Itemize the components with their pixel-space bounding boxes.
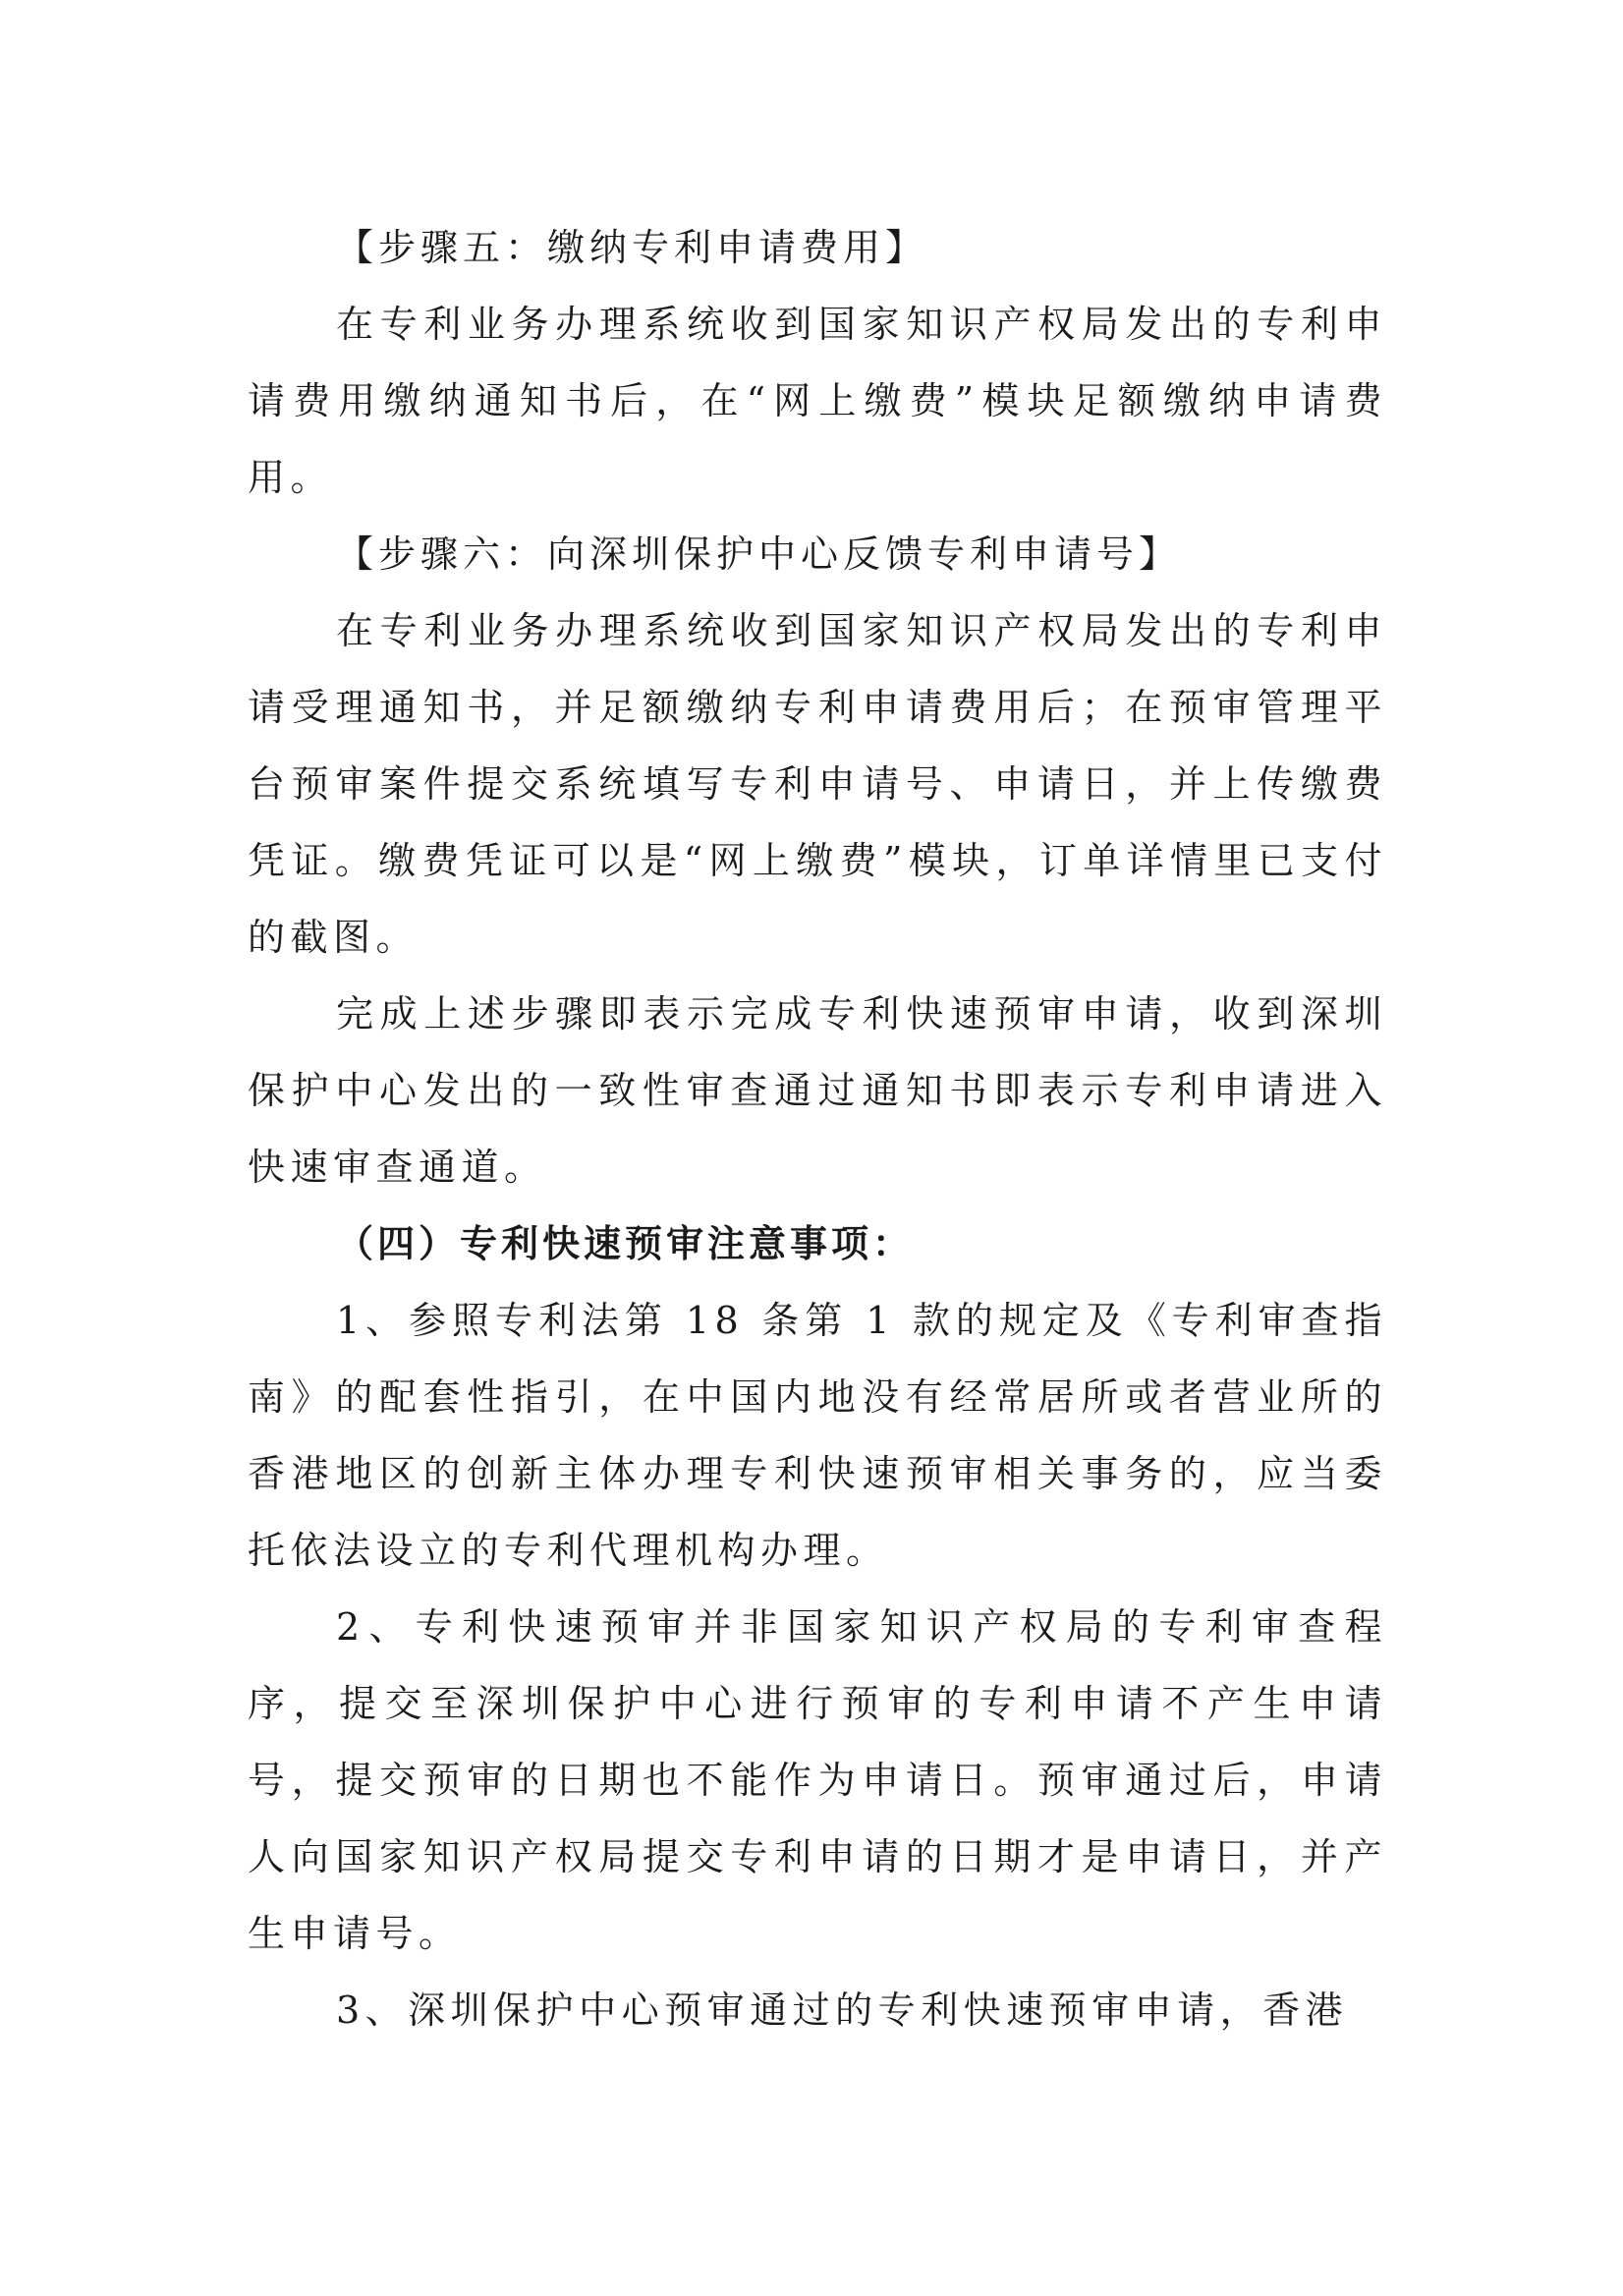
- step-six-title: 【步骤六：向深圳保护中心反馈专利申请号】: [336, 532, 1182, 576]
- section-heading-notes: （四）专利快速预审注意事项：: [336, 1221, 915, 1265]
- note-3-paragraph: 3、深圳保护中心预审通过的专利快速预审申请，香港: [336, 1988, 1349, 2032]
- step-five-title: 【步骤五：缴纳专利申请费用】: [336, 226, 928, 269]
- completion-paragraph: 完成上述步骤即表示完成专利快速预审申请，收到深圳保护中心发出的一致性审查通过通知书即表示专利申请进入快速审查通道。: [248, 992, 1387, 1189]
- step-five-paragraph: 在专利业务办理系统收到国家知识产权局发出的专利申请费用缴纳通知书后，在“网上缴费”模块足额缴纳申请费用。: [248, 303, 1387, 499]
- note-2-paragraph: 2、专利快速预审并非国家知识产权局的专利审查程序，提交至深圳保护中心进行预审的专利申请不产生申请号，提交预审的日期也不能作为申请日。预审通过后，申请人向国家知识产权局提交专利申请的日期才是申请日，并产生申请号。: [248, 1605, 1387, 1955]
- document-body: [248, 209, 1387, 2048]
- step-six-paragraph: 在专利业务办理系统收到国家知识产权局发出的专利申请受理通知书，并足额缴纳专利申请费用后；在预审管理平台预审案件提交系统填写专利申请号、申请日，并上传缴费凭证。缴费凭证可以是“网上缴费”模块，订单详情里已支付的截图。: [248, 609, 1387, 959]
- note-1-paragraph: 1、参照专利法第 18 条第 1 款的规定及《专利审查指南》的配套性指引，在中国内地没有经常居所或者营业所的香港地区的创新主体办理专利快速预审相关事务的，应当委托依法设立的专利代理机构办理。: [248, 1299, 1387, 1572]
